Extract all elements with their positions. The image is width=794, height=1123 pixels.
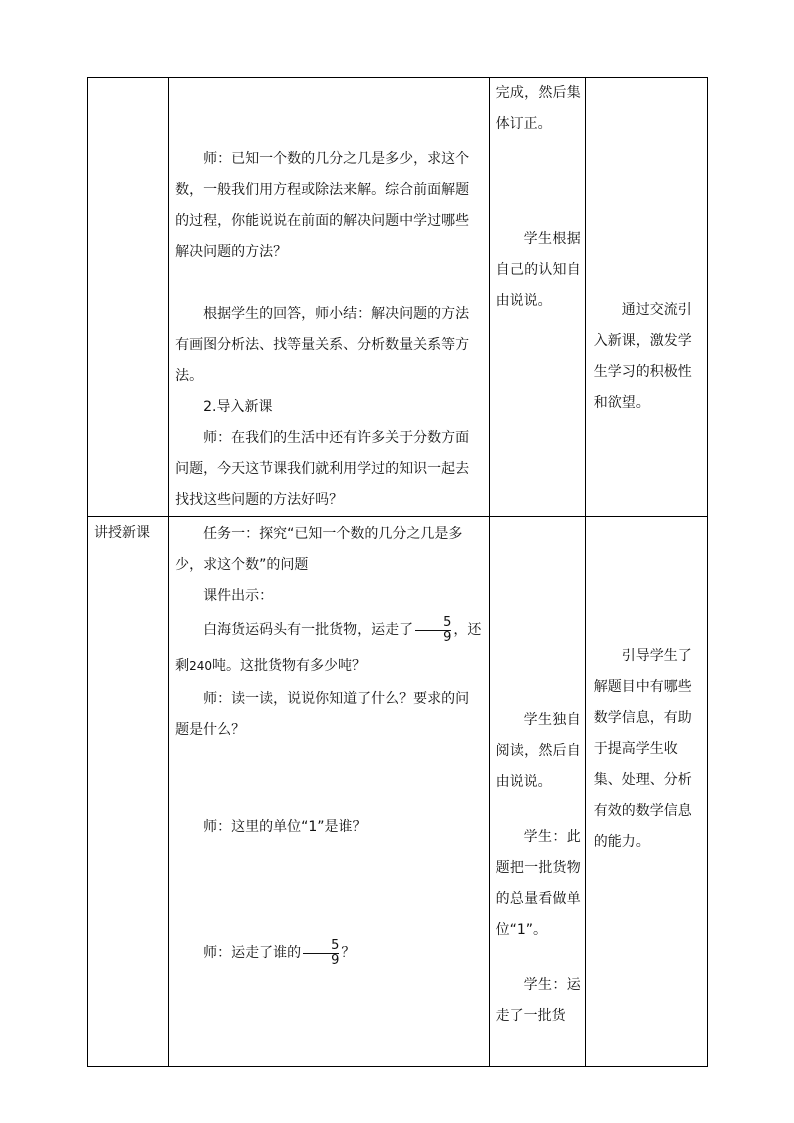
paragraph: 师：在我们的生活中还有许多关于分数方面问题，今天这节课我们就利用学过的知识一起去找找这些问题的方法好吗？ <box>175 430 470 508</box>
paragraph: 师：运走了谁的 $\frac{5}{9}$ ？ <box>203 937 356 968</box>
stage-cell <box>88 517 169 1067</box>
paragraph: 师：这里的单位“1”是谁？ <box>203 819 367 835</box>
paragraph: 根据学生的回答，师小结：解决问题的方法有画图分析法、找等量关系、分析数量关系等方法。 <box>175 306 470 384</box>
paragraph: 引导学生了解题目中有哪些数学信息，有助于提高学生收集、处理、分析有效的数学信息的能力。 <box>593 648 692 850</box>
stage-label: 讲授新课 <box>94 525 150 541</box>
paragraph: 师：读一读，说说你知道了什么？要求的问题是什么？ <box>175 691 470 738</box>
paragraph: 师：已知一个数的几分之几是多少，求这个数，一般我们用方程或除法来解。综合前面解题的过程，你能说说在前面的解决问题中学过哪些解决问题的方法？ <box>175 151 470 260</box>
student-activity-cell <box>489 517 585 1067</box>
teacher-activity-cell <box>169 78 490 517</box>
lesson-plan-table <box>87 77 708 1067</box>
paragraph: 学生：此题把一批货物的总量看做单位“1”。 <box>495 829 581 938</box>
fraction: $\frac{5}{9}$ <box>303 939 339 968</box>
design-intent-cell <box>585 517 707 1067</box>
paragraph: 完成，然后集体订正。 <box>495 85 581 132</box>
stage-cell <box>88 78 169 517</box>
paragraph: 学生根据自己的认知自由说说。 <box>495 231 581 309</box>
paragraph: 任务一：探究“已知一个数的几分之几是多少，求这个数”的问题 <box>175 526 463 573</box>
student-activity-cell <box>489 78 585 517</box>
teacher-activity-cell <box>169 517 490 1067</box>
paragraph: 学生独自阅读，然后自由说说。 <box>495 712 581 790</box>
paragraph: 通过交流引入新课，激发学生学习的积极性和欲望。 <box>593 302 692 411</box>
section-heading: 2.导入新课 <box>203 399 273 415</box>
fraction: $\frac{5}{9}$ <box>415 616 451 645</box>
paragraph: 课件出示： <box>203 588 274 604</box>
table-row <box>88 78 708 517</box>
problem-text: 白海货运码头有一批货物，运走了 $\frac{5}{9}$ ，还剩240吨。这批货物有多少吨？ <box>175 614 482 674</box>
paragraph: 学生：运走了一批货 <box>495 977 581 1024</box>
design-intent-cell <box>585 78 707 517</box>
table-row <box>88 517 708 1067</box>
